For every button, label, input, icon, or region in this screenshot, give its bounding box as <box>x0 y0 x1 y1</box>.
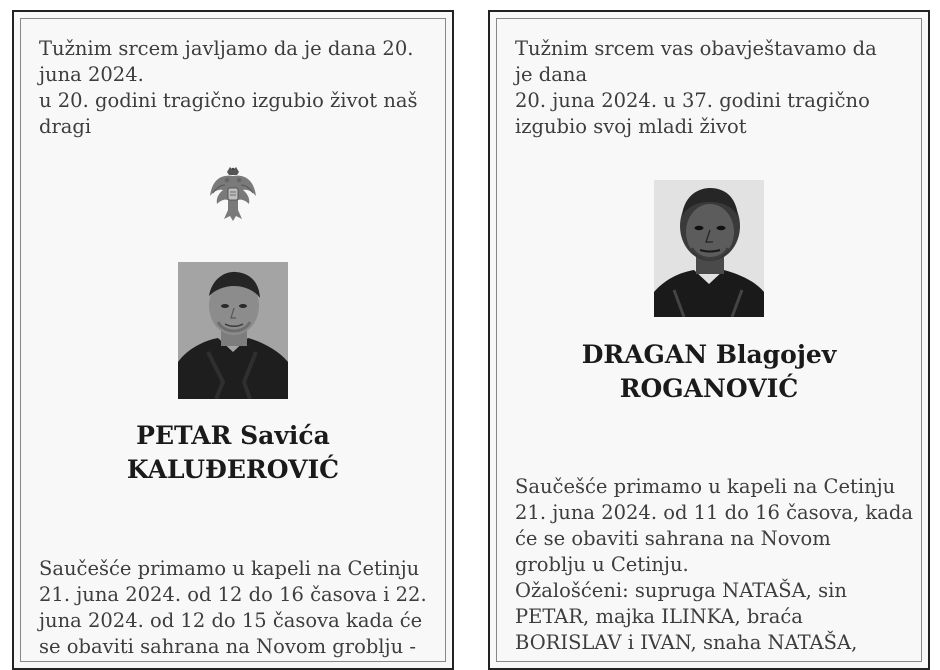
deceased-name-line2: KALUĐEROVIĆ <box>126 455 340 484</box>
obituary-intro-text: Tužnim srcem javljamo da je dana 20. juna 2024. u 20. godini tragično izgubio život naš dragi <box>39 37 418 138</box>
obituary-card-petar <box>12 10 454 670</box>
obituary-intro-text: Tužnim srcem vas obavještavamo da je dana 20. juna 2024. u 37. godini tragično izgubio svoj mladi život <box>515 37 877 138</box>
obituary-details-text: Saučešće primamo u kapeli na Cetinju 21. juna 2024. od 12 do 16 časova i 22. juna 2024. od 12 do 15 časova kada će se obaviti sahrana na Novom groblju - <box>39 557 427 658</box>
obituary-card-dragan <box>488 10 930 670</box>
montenegro-coat-of-arms-icon <box>208 166 258 222</box>
portrait-photo-dragan <box>654 180 764 317</box>
deceased-name-line1: PETAR Savića <box>136 421 330 450</box>
deceased-name-line1: DRAGAN Blagojev <box>581 340 837 369</box>
deceased-name-line2: ROGANOVIĆ <box>619 374 799 403</box>
obituary-details-text: Saučešće primamo u kapeli na Cetinju 21. juna 2024. od 11 do 16 časova, kada će se obaviti sahrana na Novom groblju u Cetinju. Ožalošćeni: supruga NATAŠA, sin PETAR, majka ILINKA, braća BORISLAV i IVAN, snaha NATAŠA, <box>515 475 913 654</box>
portrait-photo-petar <box>178 262 288 399</box>
